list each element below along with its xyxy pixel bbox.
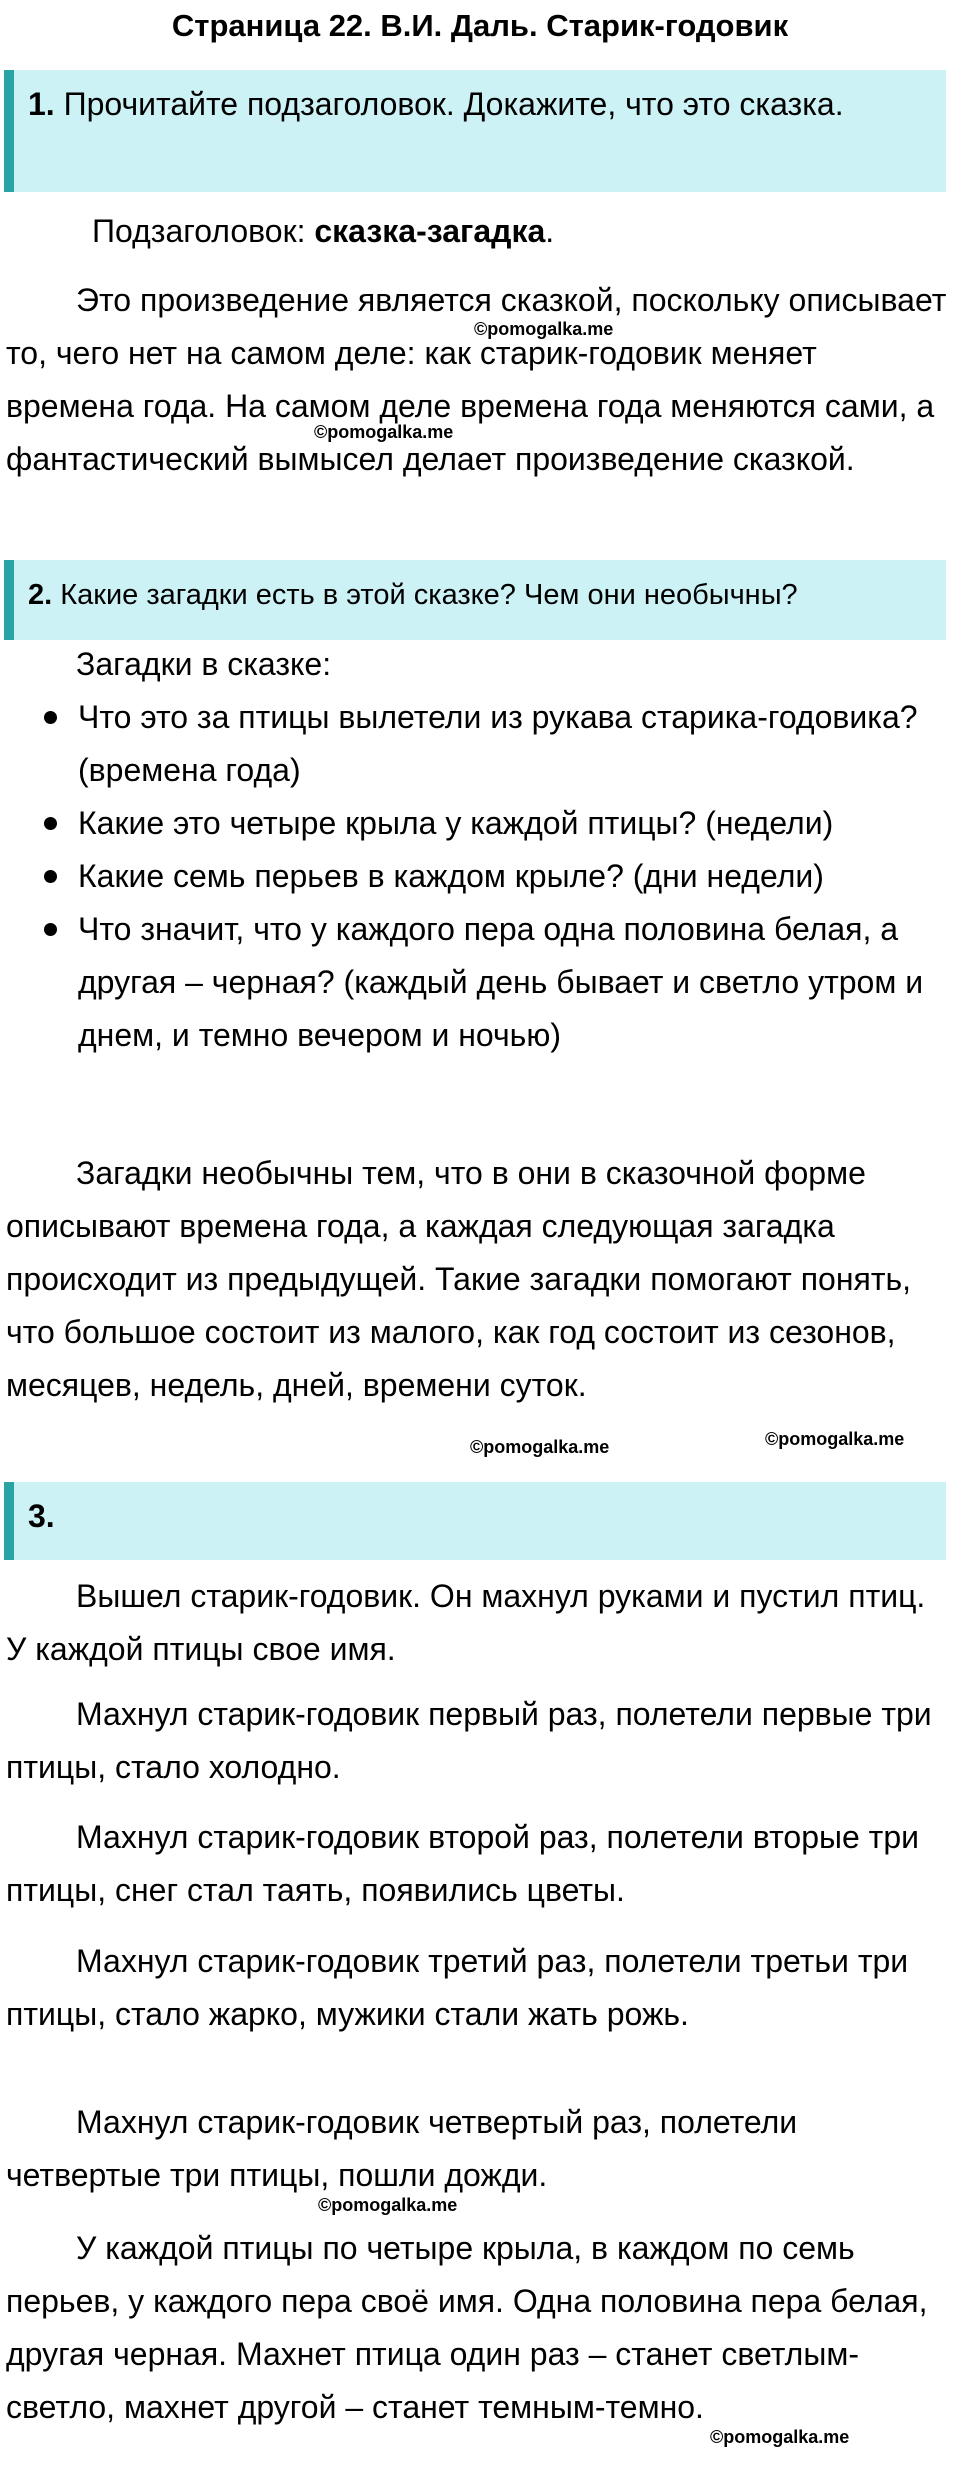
watermark: ©pomogalka.me	[474, 319, 614, 339]
question-2-box	[4, 560, 946, 640]
subtitle-end: .	[545, 213, 555, 249]
question-2-text: Какие загадки есть в этой сказке? Чем они необычны?	[60, 579, 798, 611]
question-1-number: 1.	[28, 86, 55, 122]
watermark: ©pomogalka.me	[710, 2427, 850, 2447]
list-item	[0, 797, 950, 850]
answer-2-intro: Загадки в сказке:	[76, 646, 332, 682]
list-item-text: Какие это четыре крыла у каждой птицы? (недели)	[78, 805, 834, 841]
question-3-box	[4, 1482, 946, 1560]
subtitle-value: сказка-загадка	[314, 213, 546, 249]
answer-3-paragraph: У каждой птицы по четыре крыла, в каждом по семь перьев, у каждого пера своё имя. Одна половина пера белая, другая черная. Махнет птица один раз – станет светлым-светло, махнет другой – станет темным-темно.	[6, 2230, 928, 2425]
list-item	[0, 850, 950, 903]
question-2-number: 2.	[28, 579, 53, 611]
bullet-icon	[44, 870, 57, 883]
watermark: ©pomogalka.me	[318, 2195, 458, 2215]
list-item-text: Что это за птицы вылетели из рукава старика-годовика? (времена года)	[78, 699, 918, 788]
answer-3-paragraph: Махнул старик-годовик четвертый раз, полетели четвертые три птицы, пошли дожди.	[6, 2104, 798, 2193]
bullet-icon	[44, 817, 57, 830]
question-3-number: 3.	[28, 1498, 55, 1534]
watermark: ©pomogalka.me	[314, 422, 454, 442]
bullet-icon	[44, 923, 57, 936]
bullet-icon	[44, 711, 57, 724]
answer-3-paragraph: Махнул старик-годовик второй раз, полетели вторые три птицы, снег стал таять, появились цветы.	[6, 1819, 919, 1908]
answer-3-paragraph: Махнул старик-годовик первый раз, полетели первые три птицы, стало холодно.	[6, 1696, 932, 1785]
answer-1-paragraph: Это произведение является сказкой, поскольку описывает то, чего нет на самом деле: как старик-годовик меняет времена года. На самом деле времена года меняются сами, а фантастический вымысел делает произведение сказкой.	[6, 282, 947, 477]
answer-2-paragraph: Загадки необычны тем, что в они в сказочной форме описывают времена года, а каждая следующая загадка происходит из предыдущей. Такие загадки помогают понять, что большое состоит из малого, как год состоит из сезонов, месяцев, недель, дней, времени суток.	[6, 1155, 912, 1403]
watermark: ©pomogalka.me	[470, 1437, 610, 1457]
list-item	[0, 903, 950, 1062]
answer-3-paragraph: Махнул старик-годовик третий раз, полетели третьи три птицы, стало жарко, мужики стали жать рожь.	[6, 1943, 909, 2032]
list-item	[0, 691, 950, 797]
question-1-box	[4, 70, 946, 192]
page-title: Страница 22. В.И. Даль. Старик-годовик	[171, 8, 789, 43]
list-item-text: Что значит, что у каждого пера одна половина белая, а другая – черная? (каждый день бывает и светло утром и днем, и темно вечером и ночью)	[78, 911, 924, 1053]
answer-1-subtitle	[6, 205, 952, 258]
answer-3-paragraph: Вышел старик-годовик. Он махнул руками и пустил птиц. У каждой птицы свое имя.	[6, 1578, 926, 1667]
list-item-text: Какие семь перьев в каждом крыле? (дни недели)	[78, 858, 824, 894]
riddles-list	[0, 691, 950, 1062]
subtitle-label: Подзаголовок:	[92, 213, 315, 249]
question-1-text: Прочитайте подзаголовок. Докажите, что это сказка.	[63, 86, 844, 122]
watermark: ©pomogalka.me	[765, 1429, 905, 1449]
